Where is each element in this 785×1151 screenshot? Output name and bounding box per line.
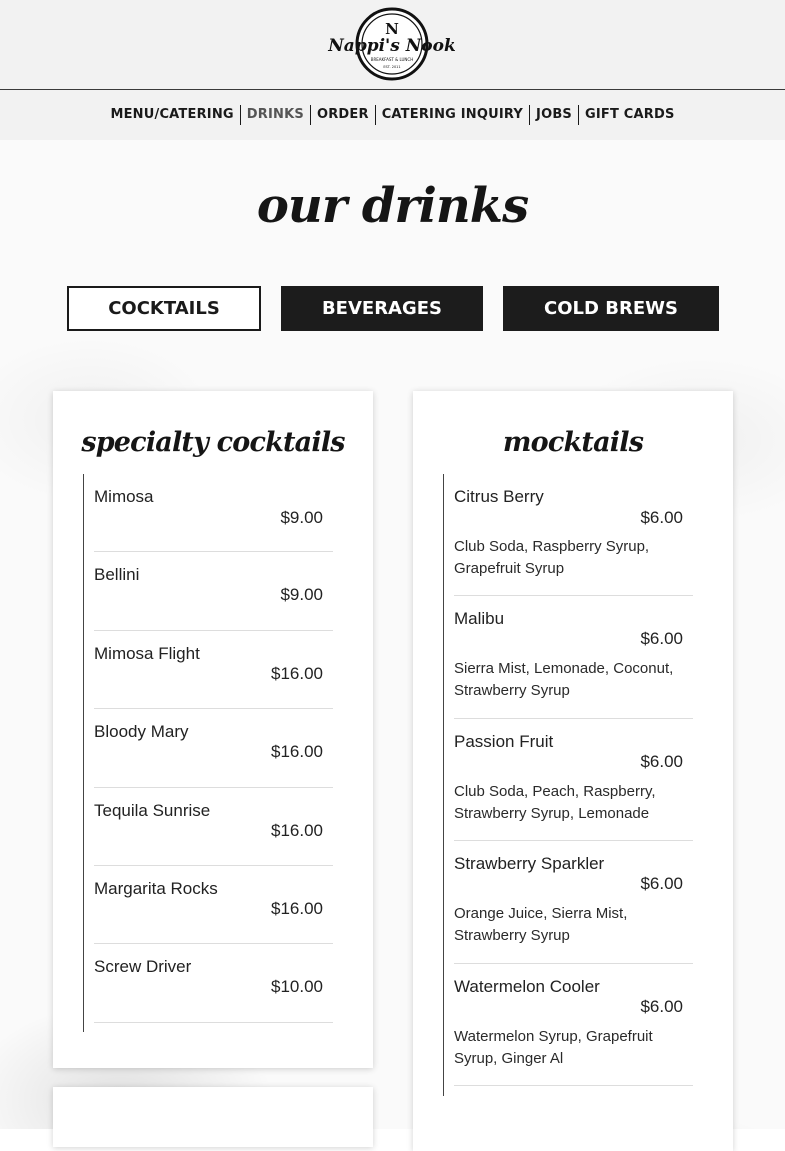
item-description: Sierra Mist, Lemonade, Coconut, Strawberry Syrup — [454, 660, 674, 699]
header-bar — [0, 0, 785, 90]
list-item — [94, 788, 333, 866]
item-name: Strawberry Sparkler — [454, 854, 605, 873]
mocktails-card — [413, 391, 733, 1151]
item-price: $6.00 — [640, 997, 683, 1016]
list-item — [94, 944, 333, 1023]
tab-cocktails[interactable]: COCKTAILS — [67, 286, 261, 331]
item-description: Club Soda, Raspberry Syrup, Grapefruit Syrup — [454, 538, 650, 577]
list-item — [454, 719, 693, 841]
item-price: $16.00 — [271, 899, 323, 918]
logo-established: EST. 2011 — [383, 65, 401, 69]
tab-cold-brews[interactable]: COLD BREWS — [503, 286, 719, 331]
nav-item-catering-inquiry[interactable]: CATERING INQUIRY — [376, 105, 530, 125]
main-nav — [0, 90, 785, 140]
list-item — [94, 484, 333, 552]
nav-item-jobs[interactable]: JOBS — [530, 105, 579, 125]
item-name: Margarita Rocks — [94, 879, 218, 898]
item-price: $6.00 — [640, 508, 683, 527]
item-price: $16.00 — [271, 821, 323, 840]
nappis-nook-logo[interactable] — [328, 6, 456, 84]
list-item — [94, 552, 333, 631]
page-title: our drinks — [256, 178, 529, 234]
nav-item-drinks[interactable]: DRINKS — [241, 105, 311, 125]
nav-item-order[interactable]: ORDER — [311, 105, 376, 125]
list-item — [454, 841, 693, 964]
tab-beverages[interactable]: BEVERAGES — [281, 286, 483, 331]
logo-tagline: BREAKFAST & LUNCH — [370, 57, 414, 62]
item-name: Screw Driver — [94, 957, 192, 976]
list-item — [94, 709, 333, 788]
item-name: Passion Fruit — [454, 732, 554, 751]
item-name: Tequila Sunrise — [94, 801, 211, 820]
list-item — [454, 596, 693, 719]
nav-item-menu-catering[interactable]: MENU/CATERING — [104, 105, 240, 125]
nav-item-gift-cards[interactable]: GIFT CARDS — [585, 107, 675, 122]
logo-wordmark: Nappi's Nook — [328, 36, 456, 56]
list-item — [454, 964, 693, 1086]
logo-initial: N — [385, 20, 399, 38]
item-price: $6.00 — [640, 752, 683, 771]
item-price: $16.00 — [271, 664, 323, 683]
list-item — [94, 866, 333, 944]
item-price: $6.00 — [640, 874, 683, 893]
item-name: Bloody Mary — [94, 722, 189, 741]
item-name: Mimosa — [94, 487, 154, 506]
item-description: Club Soda, Peach, Raspberry, Strawberry Syrup, Lemonade — [454, 783, 656, 822]
item-name: Malibu — [454, 609, 505, 628]
item-name: Citrus Berry — [454, 487, 544, 506]
item-price: $10.00 — [271, 977, 323, 996]
next-menu-card — [53, 1087, 373, 1147]
item-description: Orange Juice, Sierra Mist, Strawberry Syrup — [454, 905, 628, 944]
item-description: Watermelon Syrup, Grapefruit Syrup, Ginger Al — [454, 1028, 653, 1067]
list-item — [94, 631, 333, 709]
card-divider — [443, 474, 444, 1096]
item-price: $9.00 — [280, 585, 323, 604]
item-name: Mimosa Flight — [94, 644, 200, 663]
item-price: $6.00 — [640, 629, 683, 648]
item-price: $9.00 — [280, 508, 323, 527]
item-name: Watermelon Cooler — [454, 977, 600, 996]
specialty-cocktails-card — [53, 391, 373, 1068]
card-divider — [83, 474, 84, 1032]
item-price: $16.00 — [271, 742, 323, 761]
item-name: Bellini — [94, 565, 140, 584]
card-title: specialty cocktails — [81, 427, 345, 458]
list-item — [454, 484, 693, 596]
card-title: mocktails — [502, 427, 644, 458]
